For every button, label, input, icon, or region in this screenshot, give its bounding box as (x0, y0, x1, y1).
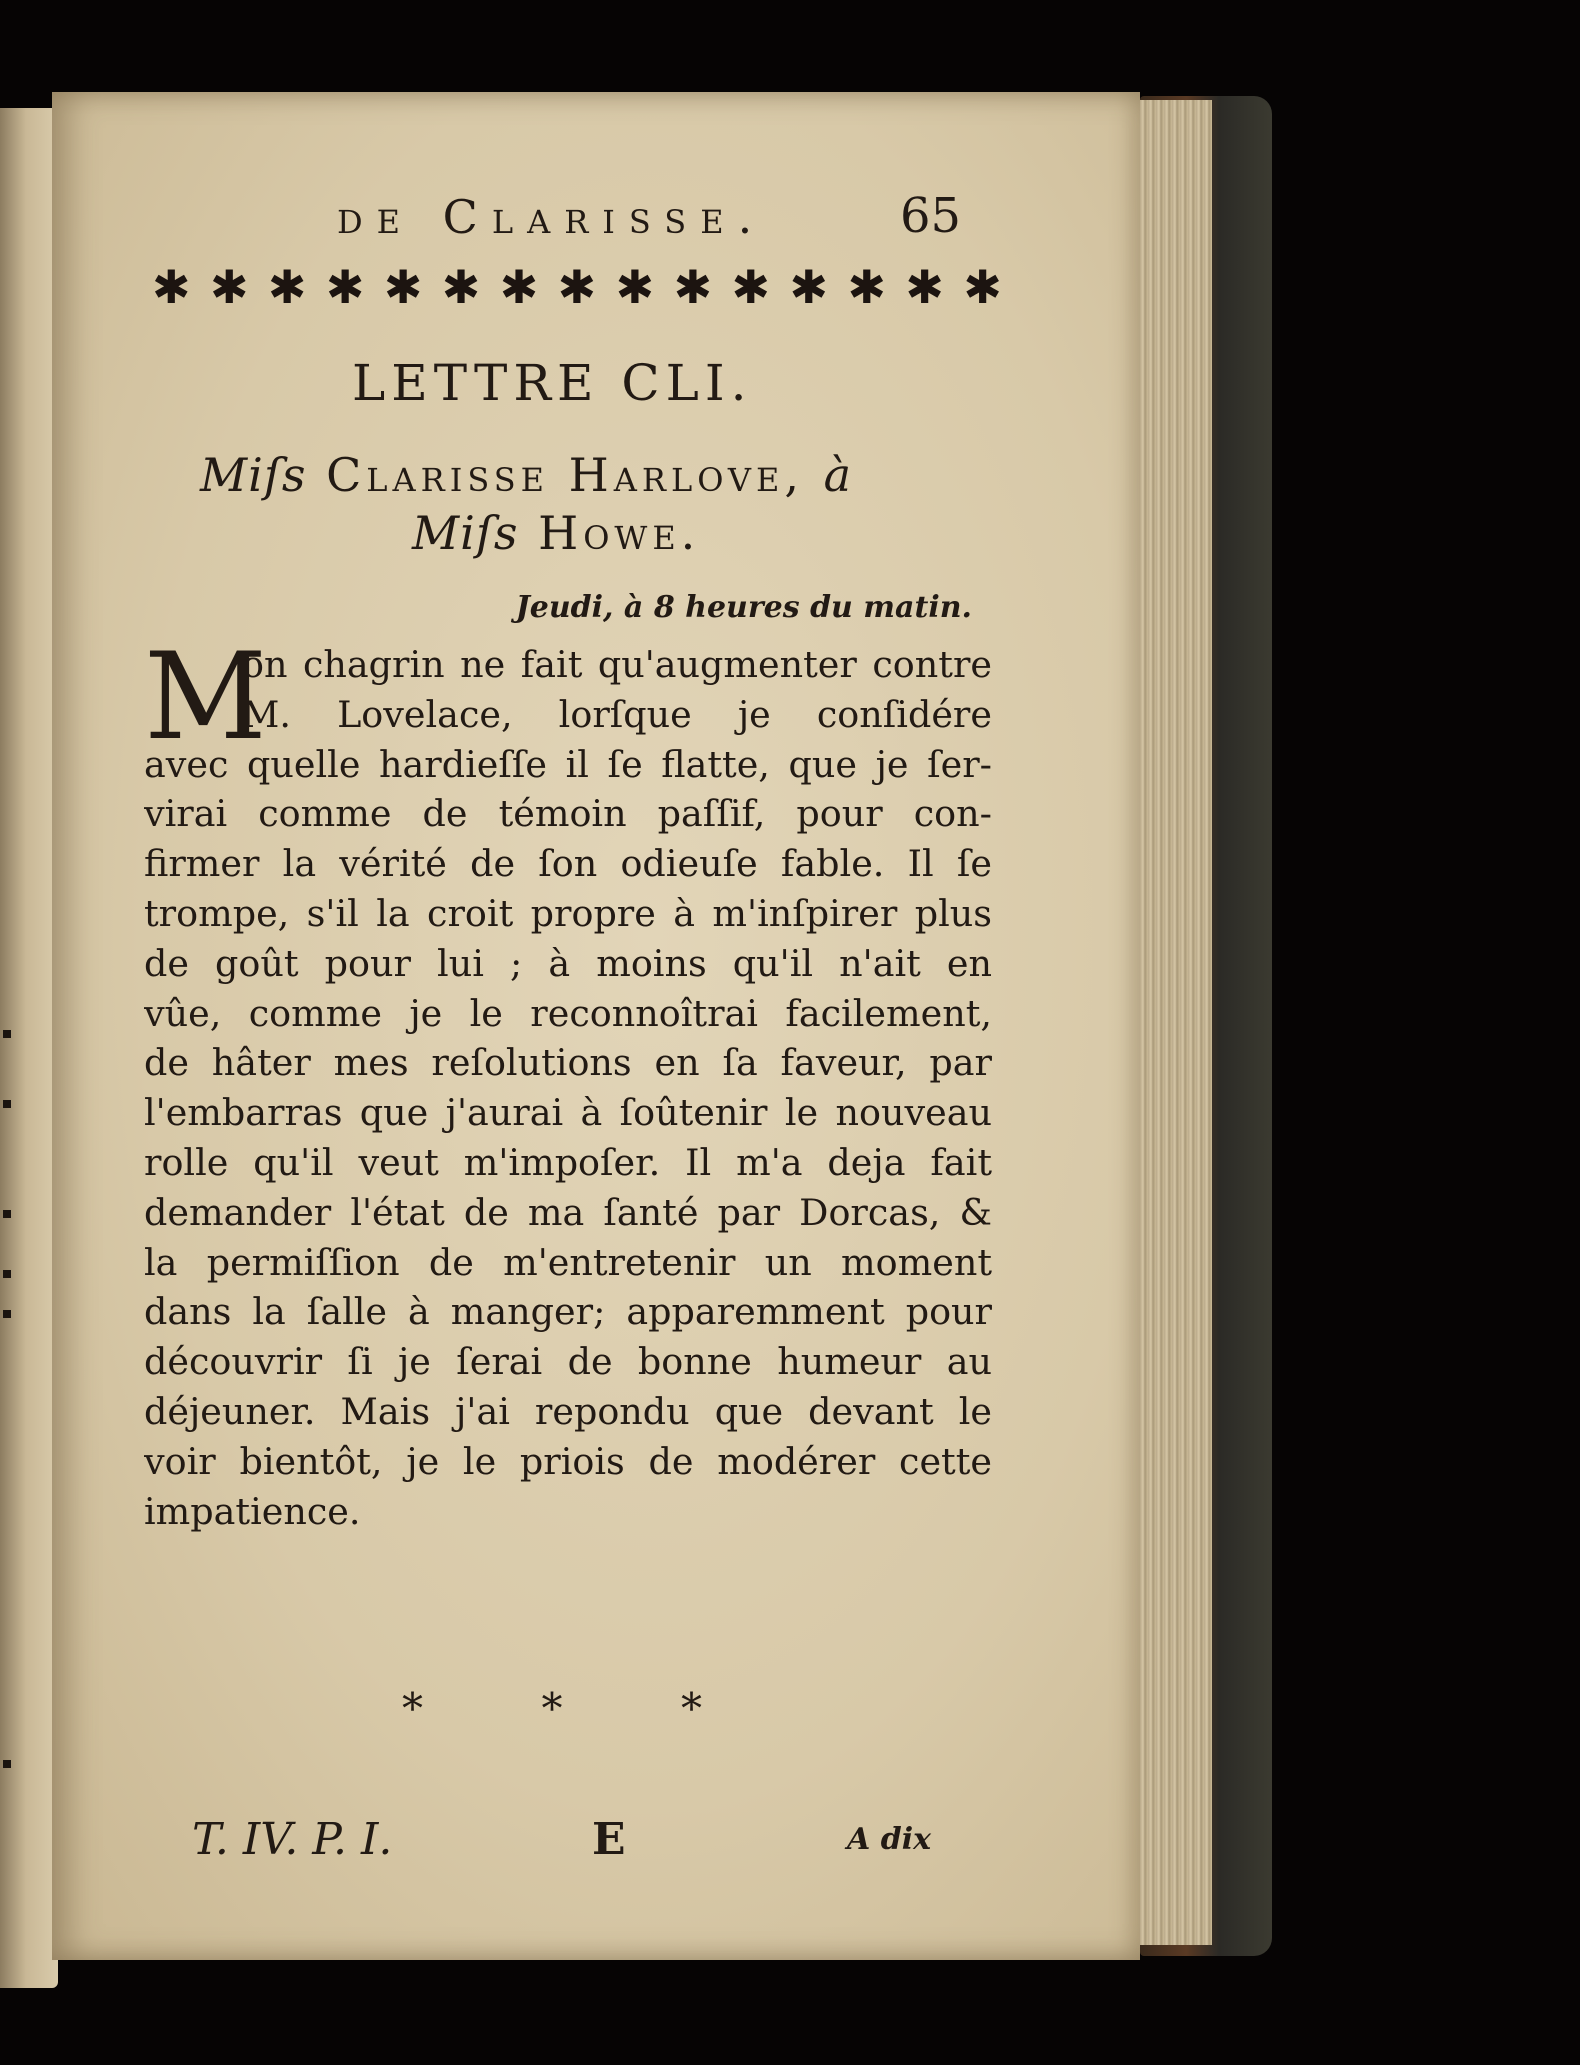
text-line: découvrir ſi je ſerai de bonne humeur au (144, 1340, 992, 1384)
ornament-star: ✱ (499, 260, 539, 314)
ornament-star: ✱ (325, 260, 365, 314)
address-sender-name: Clarisse Harlove, (326, 448, 804, 502)
text-line: dans la ſalle à manger; apparemment pour (144, 1290, 992, 1334)
signature-letter: E (592, 1814, 626, 1865)
asterisk: * (681, 1684, 702, 1733)
dateline: Jeudi, à 8 heures du matin. (515, 590, 972, 625)
drop-cap: M (144, 628, 267, 767)
text-line: rolle qu'il veut m'impoſer. Il m'a deja fait (144, 1140, 992, 1184)
ornament-star: ✱ (847, 260, 886, 314)
catchword: A dix (847, 1822, 931, 1857)
text-line: la permiſſion de m'entretenir un moment (144, 1240, 992, 1284)
ornament-star: ✱ (731, 260, 771, 314)
address-honorific: Miſs (412, 506, 519, 560)
text-line: vûe, comme je le reconnoîtrai facilement, (144, 991, 992, 1035)
address-recipient-name: Howe. (538, 506, 701, 560)
address-to: à (823, 448, 853, 502)
book-page (52, 92, 1140, 1960)
ornament-star: ✱ (557, 260, 597, 314)
signature-mark: T. IV. P. I. (192, 1814, 393, 1865)
facing-page-edge (0, 108, 58, 1988)
letter-body (144, 628, 992, 1536)
text-line: virai comme de témoin paſſif, pour con- (144, 792, 992, 836)
page-number: 65 (900, 188, 962, 244)
text-line: l'embarras que j'aurai à ſoûtenir le nouveau (144, 1091, 992, 1135)
text-line: firmer la vérité de ſon odieuſe fable. Il ſe (144, 842, 992, 886)
text-line: on chagrin ne fait qu'augmenter contre (242, 643, 992, 686)
running-head: de Clarisse. (337, 190, 767, 244)
text-line: impatience. (144, 1489, 361, 1533)
text-line: avec quelle hardieſſe il ſe flatte, que je ſer- (144, 742, 992, 786)
letter-title: LETTRE CLI. (352, 354, 753, 412)
address-recipient (412, 506, 700, 560)
ornament-star: ✱ (615, 260, 655, 314)
ornament-star: ✱ (963, 260, 1002, 314)
ornament-star: ✱ (152, 260, 191, 314)
ornament-star: ✱ (441, 260, 481, 314)
page-edges (1132, 100, 1212, 1945)
text-line: M. Lovelace, lorſque je conſidére (242, 692, 992, 736)
ornament-row (152, 260, 1002, 314)
ornament-star: ✱ (673, 260, 713, 314)
text-line: voir bientôt, je le priois de modérer cette (144, 1439, 992, 1483)
asterisk: * (402, 1684, 423, 1733)
ornament-star: ✱ (209, 260, 249, 314)
address-sender (200, 448, 852, 502)
text-line: de hâter mes reſolutions en ſa faveur, par (144, 1041, 992, 1085)
text-line: déjeuner. Mais j'ai repondu que devant le (144, 1389, 992, 1433)
section-break (402, 1684, 702, 1733)
text-line: de goût pour lui ; à moins qu'il n'ait en (144, 941, 992, 985)
text-line: trompe, s'il la croit propre à m'inſpirer plus (144, 891, 992, 935)
asterisk: * (541, 1684, 563, 1733)
text-line: demander l'état de ma ſanté par Dorcas, & (144, 1190, 992, 1234)
address-honorific: Miſs (200, 448, 307, 502)
ornament-star: ✱ (789, 260, 829, 314)
ornament-star: ✱ (905, 260, 944, 314)
ornament-star: ✱ (267, 260, 307, 314)
ornament-star: ✱ (383, 260, 423, 314)
